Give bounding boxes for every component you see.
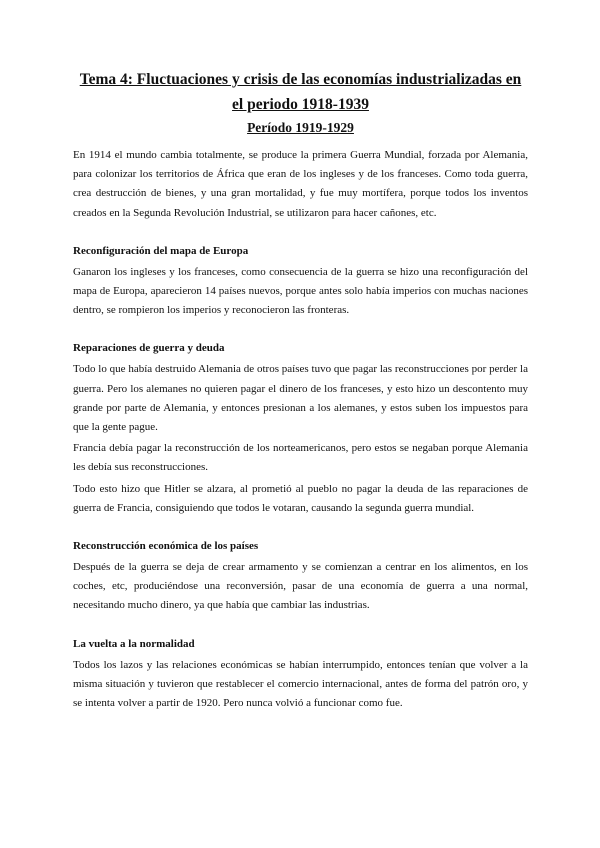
section-paragraph: Después de la guerra se deja de crear armamento y se comienzan a centrar en los alimentos, en los coches, etc, produciéndose una reconversión, pasar de una economía de guerra a una normal, necesitando mucho dinero, ya que había que cambiar las industrias. — [73, 561, 528, 612]
section-heading: Reconstrucción económica de los países — [73, 540, 259, 553]
section-heading: Reparaciones de guerra y deuda — [73, 342, 225, 355]
document-title: Tema 4: Fluctuaciones y crisis de las economías industrializadas en el periodo 1918-1939 — [79, 71, 522, 113]
section-reparaciones — [73, 339, 528, 518]
section-paragraph: Todo esto hizo que Hitler se alzara, al prometió al pueblo no pagar la deuda de las reparaciones de guerra de Francia, consiguiendo que todos le votaran, causando la segunda guerra mundial. — [73, 482, 528, 514]
section-paragraph: Francia debía pagar la reconstrucción de los norteamericanos, pero estos se negaban porque Alemania les debía sus reconstrucciones. — [73, 442, 528, 474]
section-vuelta-normalidad — [73, 635, 528, 714]
section-paragraph: Todo lo que había destruido Alemania de otros países tuvo que pagar las reconstrucciones por perder la guerra. Pero los alemanes no quieren pagar el dinero de los franceses, y esto hizo un descontento muy grande por parte de Alemania, y entonces presionan a los alemanes, y estos suben los impuestos para que la gente pague. — [73, 363, 528, 434]
section-paragraph: Ganaron los ingleses y los franceses, como consecuencia de la guerra se hizo una reconfiguración del mapa de Europa, aparecieron 14 países nuevos, porque antes solo había imperios con muchas naciones dentro, se rompieron los imperios y reconocieron las fronteras. — [73, 265, 528, 317]
section-heading: La vuelta a la normalidad — [73, 637, 195, 650]
intro-paragraph: En 1914 el mundo cambia totalmente, se produce la primera Guerra Mundial, forzada por Alemania, para colonizar los territorios de África que eran de los ingleses y de los franceses. Como toda guerra, crea destrucción de bienes, y una gran mortalidad, y fue muy mortífera, porque todos los inventos creados en la Segunda Revolución Industrial, se utilizaron para hacer cañones, etc. — [73, 149, 528, 219]
section-reconstruccion — [73, 537, 528, 616]
document-subtitle: Período 1919-1929 — [247, 120, 354, 135]
section-heading: Reconfiguración del mapa de Europa — [73, 244, 249, 257]
section-paragraph: Todos los lazos y las relaciones económicas se habían interrumpido, entonces tenían que volver a la misma situación y tuvieron que restablecer el comercio internacional, antes de forma del patrón oro, y se intenta volver a partir de 1920. Pero nunca volvió a funcionar como fue. — [73, 658, 528, 710]
section-reconfiguracion — [73, 242, 528, 321]
